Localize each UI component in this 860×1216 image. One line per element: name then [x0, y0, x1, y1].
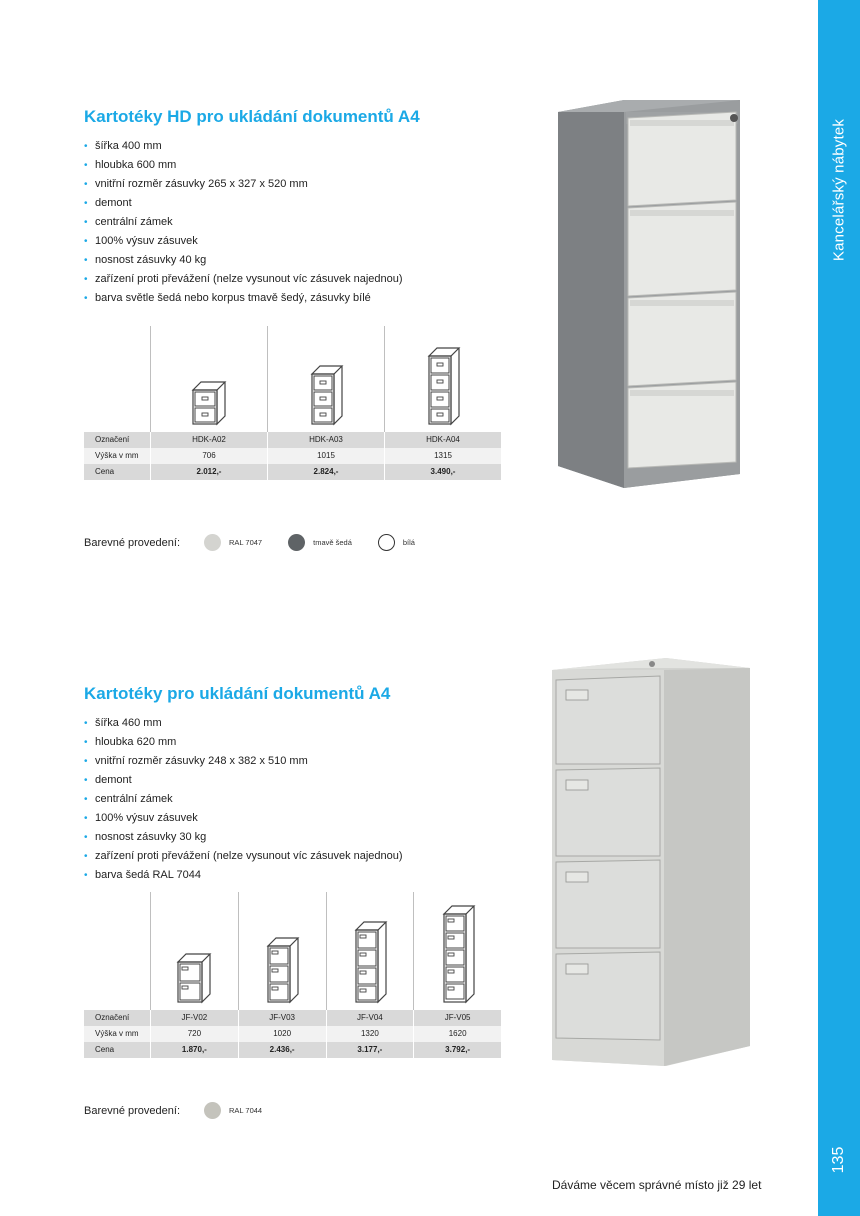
- table-row-price: [84, 1042, 501, 1058]
- spec-item: • nosnost zásuvky 40 kg: [84, 251, 403, 270]
- spec-item: • hloubka 620 mm: [84, 733, 403, 752]
- cabinet-5-drawer-icon: [436, 902, 480, 1006]
- spec-list: [84, 137, 403, 308]
- cell-height: 1320: [326, 1026, 414, 1042]
- cell-code: JF-V05: [413, 1010, 501, 1026]
- color-dot: [204, 534, 221, 551]
- cell-price: 3.177,-: [326, 1042, 414, 1058]
- color-name: bílá: [402, 538, 415, 547]
- section-cabinets: [0, 600, 818, 1160]
- color-options: [84, 1102, 288, 1119]
- cell-price: 3.792,-: [413, 1042, 501, 1058]
- spec-item: • barva šedá RAL 7044: [84, 866, 403, 885]
- cell-code: HDK-A04: [384, 432, 501, 448]
- product-drawings-row: [150, 892, 501, 1010]
- table-row-price: [84, 464, 501, 480]
- color-options: [84, 534, 441, 551]
- cell-height: 1315: [384, 448, 501, 464]
- table-row-height: [84, 448, 501, 464]
- table-row-height: [84, 1026, 501, 1042]
- cabinet-photo-grey: [548, 654, 754, 1070]
- cell-height: 1020: [238, 1026, 326, 1042]
- color-name: tmavě šedá: [313, 538, 352, 547]
- cell-height: 706: [150, 448, 267, 464]
- spec-item: • centrální zámek: [84, 790, 403, 809]
- spec-item: • zařízení proti převážení (nelze vysunout víc zásuvek najednou): [84, 270, 403, 289]
- cell-price: 2.824,-: [267, 464, 384, 480]
- row-label: Cena: [95, 467, 115, 476]
- color-name: RAL 7044: [229, 1106, 263, 1115]
- color-options-label: Barevné provedení:: [84, 536, 181, 549]
- cell-code: HDK-A03: [267, 432, 384, 448]
- row-label: Výška v mm: [95, 451, 139, 460]
- sidebar: [818, 0, 860, 1216]
- row-label: Označení: [95, 1013, 130, 1022]
- cabinet-3-drawer-icon: [260, 934, 304, 1006]
- page-number-label: 135: [830, 1146, 847, 1174]
- section-hd-cabinets: [0, 0, 818, 600]
- row-label: Označení: [95, 435, 130, 444]
- product-drawings-row: [150, 326, 501, 432]
- product-drawing-cell: [326, 892, 414, 1010]
- spec-item: • nosnost zásuvky 30 kg: [84, 828, 403, 847]
- sidebar-category: [818, 0, 860, 280]
- product-drawing-cell: [150, 892, 238, 1010]
- row-label: Cena: [95, 1045, 115, 1054]
- cabinet-3-drawer-icon: [304, 362, 348, 428]
- cabinet-2-drawer-icon: [187, 378, 231, 428]
- color-dot: [204, 1102, 221, 1119]
- spec-item: • šířka 460 mm: [84, 714, 403, 733]
- cell-price: 1.870,-: [150, 1042, 238, 1058]
- product-rows: [84, 1010, 501, 1058]
- spec-item: • demont: [84, 771, 403, 790]
- cell-height: 1620: [413, 1026, 501, 1042]
- spec-item: • šířka 400 mm: [84, 137, 403, 156]
- product-drawing-cell: [267, 326, 384, 432]
- spec-list: [84, 714, 403, 885]
- cabinet-photo-hd: [550, 96, 750, 492]
- color-name: RAL 7047: [229, 538, 263, 547]
- cabinet-4-drawer-icon: [421, 344, 465, 428]
- product-drawing-cell: [384, 326, 501, 432]
- color-swatch-ral7044: [204, 1102, 262, 1119]
- cabinet-2-drawer-icon: [172, 950, 216, 1006]
- cell-code: HDK-A02: [150, 432, 267, 448]
- cabinet-4-drawer-icon: [348, 918, 392, 1006]
- spec-item: • centrální zámek: [84, 213, 403, 232]
- product-drawing-cell: [238, 892, 326, 1010]
- cell-height: 1015: [267, 448, 384, 464]
- color-swatch-ral7047: [204, 534, 262, 551]
- spec-item: • 100% výsuv zásuvek: [84, 232, 403, 251]
- spec-item: • 100% výsuv zásuvek: [84, 809, 403, 828]
- product-drawing-cell: [150, 326, 267, 432]
- color-swatch-dark-grey: [288, 534, 352, 551]
- table-row-code: [84, 1010, 501, 1026]
- cell-price: 3.490,-: [384, 464, 501, 480]
- cell-price: 2.012,-: [150, 464, 267, 480]
- table-row-code: [84, 432, 501, 448]
- cell-code: JF-V02: [150, 1010, 238, 1026]
- spec-item: • demont: [84, 194, 403, 213]
- product-table: [84, 326, 501, 480]
- cell-price: 2.436,-: [238, 1042, 326, 1058]
- section-title: Kartotéky pro ukládání dokumentů A4: [84, 684, 391, 703]
- color-swatch-white: [378, 534, 415, 551]
- spec-item: • barva světle šedá nebo korpus tmavě šedý, zásuvky bílé: [84, 289, 403, 308]
- product-drawing-cell: [413, 892, 501, 1010]
- color-dot: [288, 534, 305, 551]
- product-rows: [84, 432, 501, 480]
- row-label: Výška v mm: [95, 1029, 139, 1038]
- cell-code: JF-V04: [326, 1010, 414, 1026]
- spec-item: • vnitřní rozměr zásuvky 265 x 327 x 520 mm: [84, 175, 403, 194]
- cell-height: 720: [150, 1026, 238, 1042]
- spec-item: • hloubka 600 mm: [84, 156, 403, 175]
- product-table: [84, 892, 501, 1058]
- section-title: Kartotéky HD pro ukládání dokumentů A4: [84, 107, 420, 126]
- spec-item: • zařízení proti převážení (nelze vysunout víc zásuvek najednou): [84, 847, 403, 866]
- color-options-label: Barevné provedení:: [84, 1104, 181, 1117]
- page-number: [818, 1130, 860, 1190]
- sidebar-category-label: Kancelářský nábytek: [830, 118, 848, 262]
- spec-item: • vnitřní rozměr zásuvky 248 x 382 x 510 mm: [84, 752, 403, 771]
- color-dot: [378, 534, 395, 551]
- footer-slogan: Dáváme věcem správné místo již 29 let: [552, 1178, 762, 1192]
- cell-code: JF-V03: [238, 1010, 326, 1026]
